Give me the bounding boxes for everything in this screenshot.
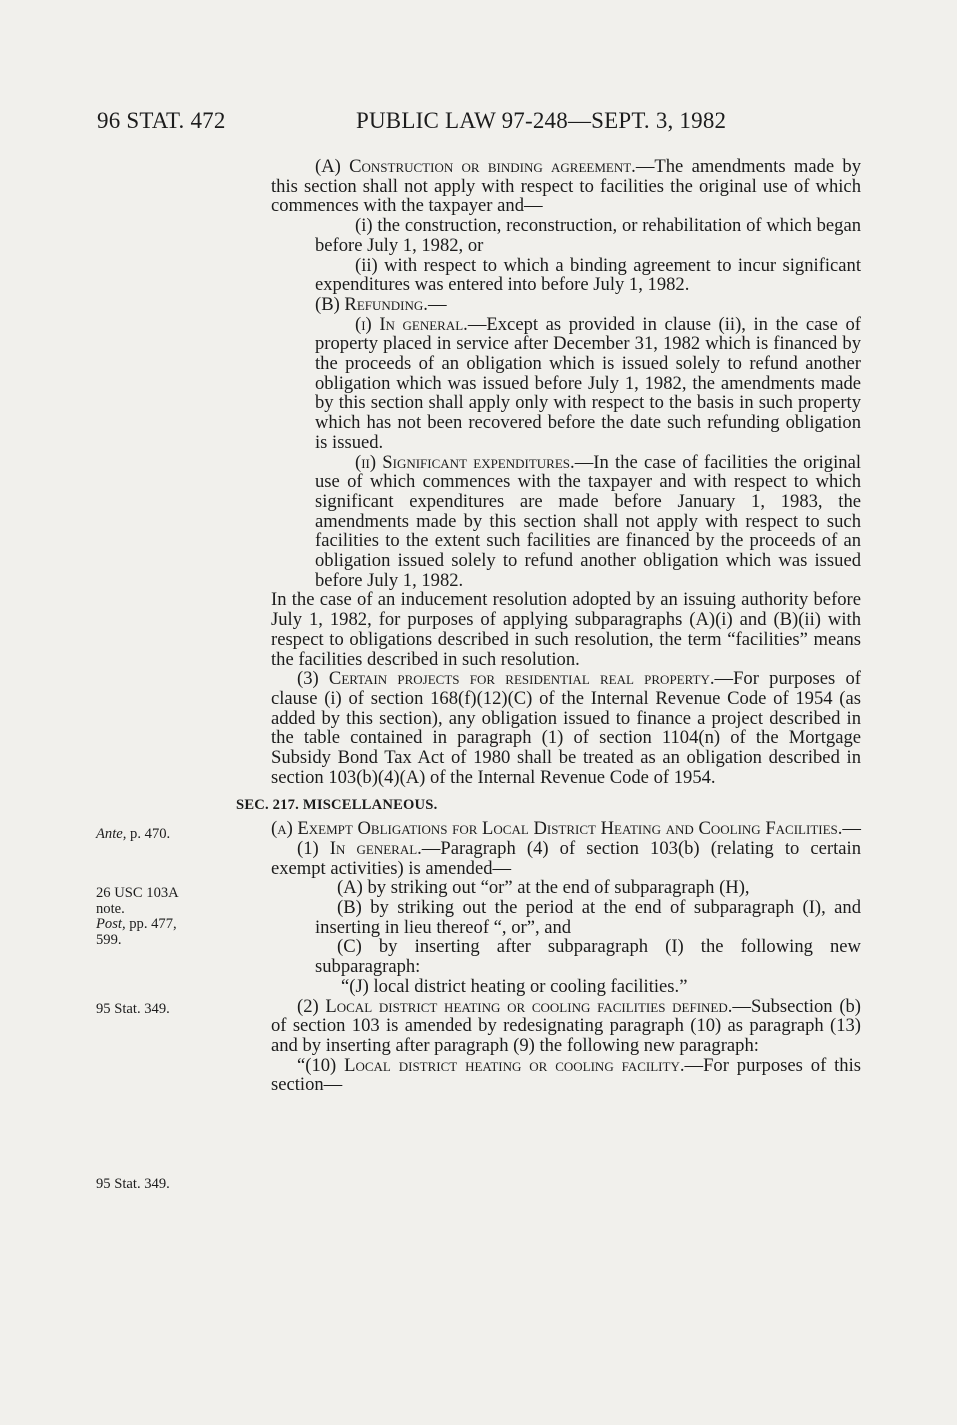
para-a2-defined: (2) Local district heating or cooling facilities defined.—Subsection (b) of section 103 is amended by redesignating paragraph (10) as paragraph (13) and by inserting after paragraph (9) the following new paragraph:	[271, 995, 861, 1056]
para-10-facility: “(10) Local district heating or cooling facility.—For purposes of this section—	[271, 1054, 861, 1096]
para-a1-in-general: (1) In general.—Paragraph (4) of section 103(b) (relating to certain exempt activities) is amended—	[271, 837, 861, 879]
clause-a-ii: (ii) with respect to which a binding agreement to incur significant expenditures was entered into before July 1, 1982.	[315, 254, 861, 296]
clause-a-i: (i) the construction, reconstruction, or rehabilitation of which began before July 1, 1982, or	[315, 215, 861, 256]
amend-c: (C) by inserting after subparagraph (I) the following new subparagraph:	[315, 936, 861, 978]
page-reference: 96 STAT. 472	[97, 108, 226, 133]
margin-note-stat-1: 95 Stat. 349.	[96, 1001, 170, 1017]
amend-b: (B) by striking out the period at the end of subparagraph (I), and inserting in lieu thereof “, or”, and	[315, 897, 861, 938]
clause-b-i: (i) In general.—Except as provided in clause (ii), in the case of property placed in service after December 31, 1982 which is financed by the proceeds of an obligation which is issued solely to refund another obligation which was issued before July 1, 1982, the amendments made by this section shall apply only with respect to the basis in such property which has not been recovered before the date such refunding obligation is issued.	[315, 313, 861, 453]
page-title: PUBLIC LAW 97-248—SEPT. 3, 1982	[356, 108, 727, 133]
margin-note-ante: Ante, p. 470.	[96, 826, 171, 842]
subpara-b-refunding: (B) Refunding.—	[315, 293, 447, 315]
para-3-residential: (3) Certain projects for residential real property.—For purposes of clause (i) of section 168(f)(12)(C) of the Internal Revenue Code of 1954 (as added by this section), any obligation issued to finance a project described in the table contained in paragraph (1) of section 1104(n) of the Mortgage Subsidy Bond Tax Act of 1980 shall be treated as an obligation described in section 103(b)(4)(A) of the Internal Revenue Code of 1954.	[271, 668, 861, 788]
inducement-resolution-text: In the case of an inducement resolution adopted by an issuing authority before July 1, 1982, for purposes of applying subparagraphs (A)(i) and (B)(ii) with respect to obligations described in such resolution, the term “facilities” means the facilities described in such resolution.	[271, 589, 861, 670]
amend-a: (A) by striking out “or” at the end of subparagraph (H),	[337, 877, 750, 899]
margin-note-stat-2: 95 Stat. 349.	[96, 1176, 170, 1192]
clause-b-ii: (ii) Significant expenditures.—In the case of facilities the original use of which commences with the taxpayer and with respect to which significant expenditures are made before January 1, 1983, the amendments made by this section shall not apply with respect to such facilities to the extent such facilities are financed by the proceeds of an obligation issued solely to refund another obligation which was issued before July 1, 1982.	[315, 451, 861, 591]
section-217-heading: SEC. 217. MISCELLANEOUS.	[236, 796, 438, 813]
amend-j-quote: “(J) local district heating or cooling facilities.”	[341, 975, 688, 997]
subsec-a-heading: (a) Exempt Obligations for Local District Heating and Cooling Facilities.—	[271, 818, 862, 840]
subpara-a-construction: (A) Construction or binding agreement.—The amendments made by this section shall not apply with respect to facilities the original use of which commences with the taxpayer and—	[271, 156, 861, 217]
statute-body	[236, 156, 862, 1096]
margin-note-usc: 26 USC 103A note. Post, pp. 477, 599.	[96, 885, 179, 948]
